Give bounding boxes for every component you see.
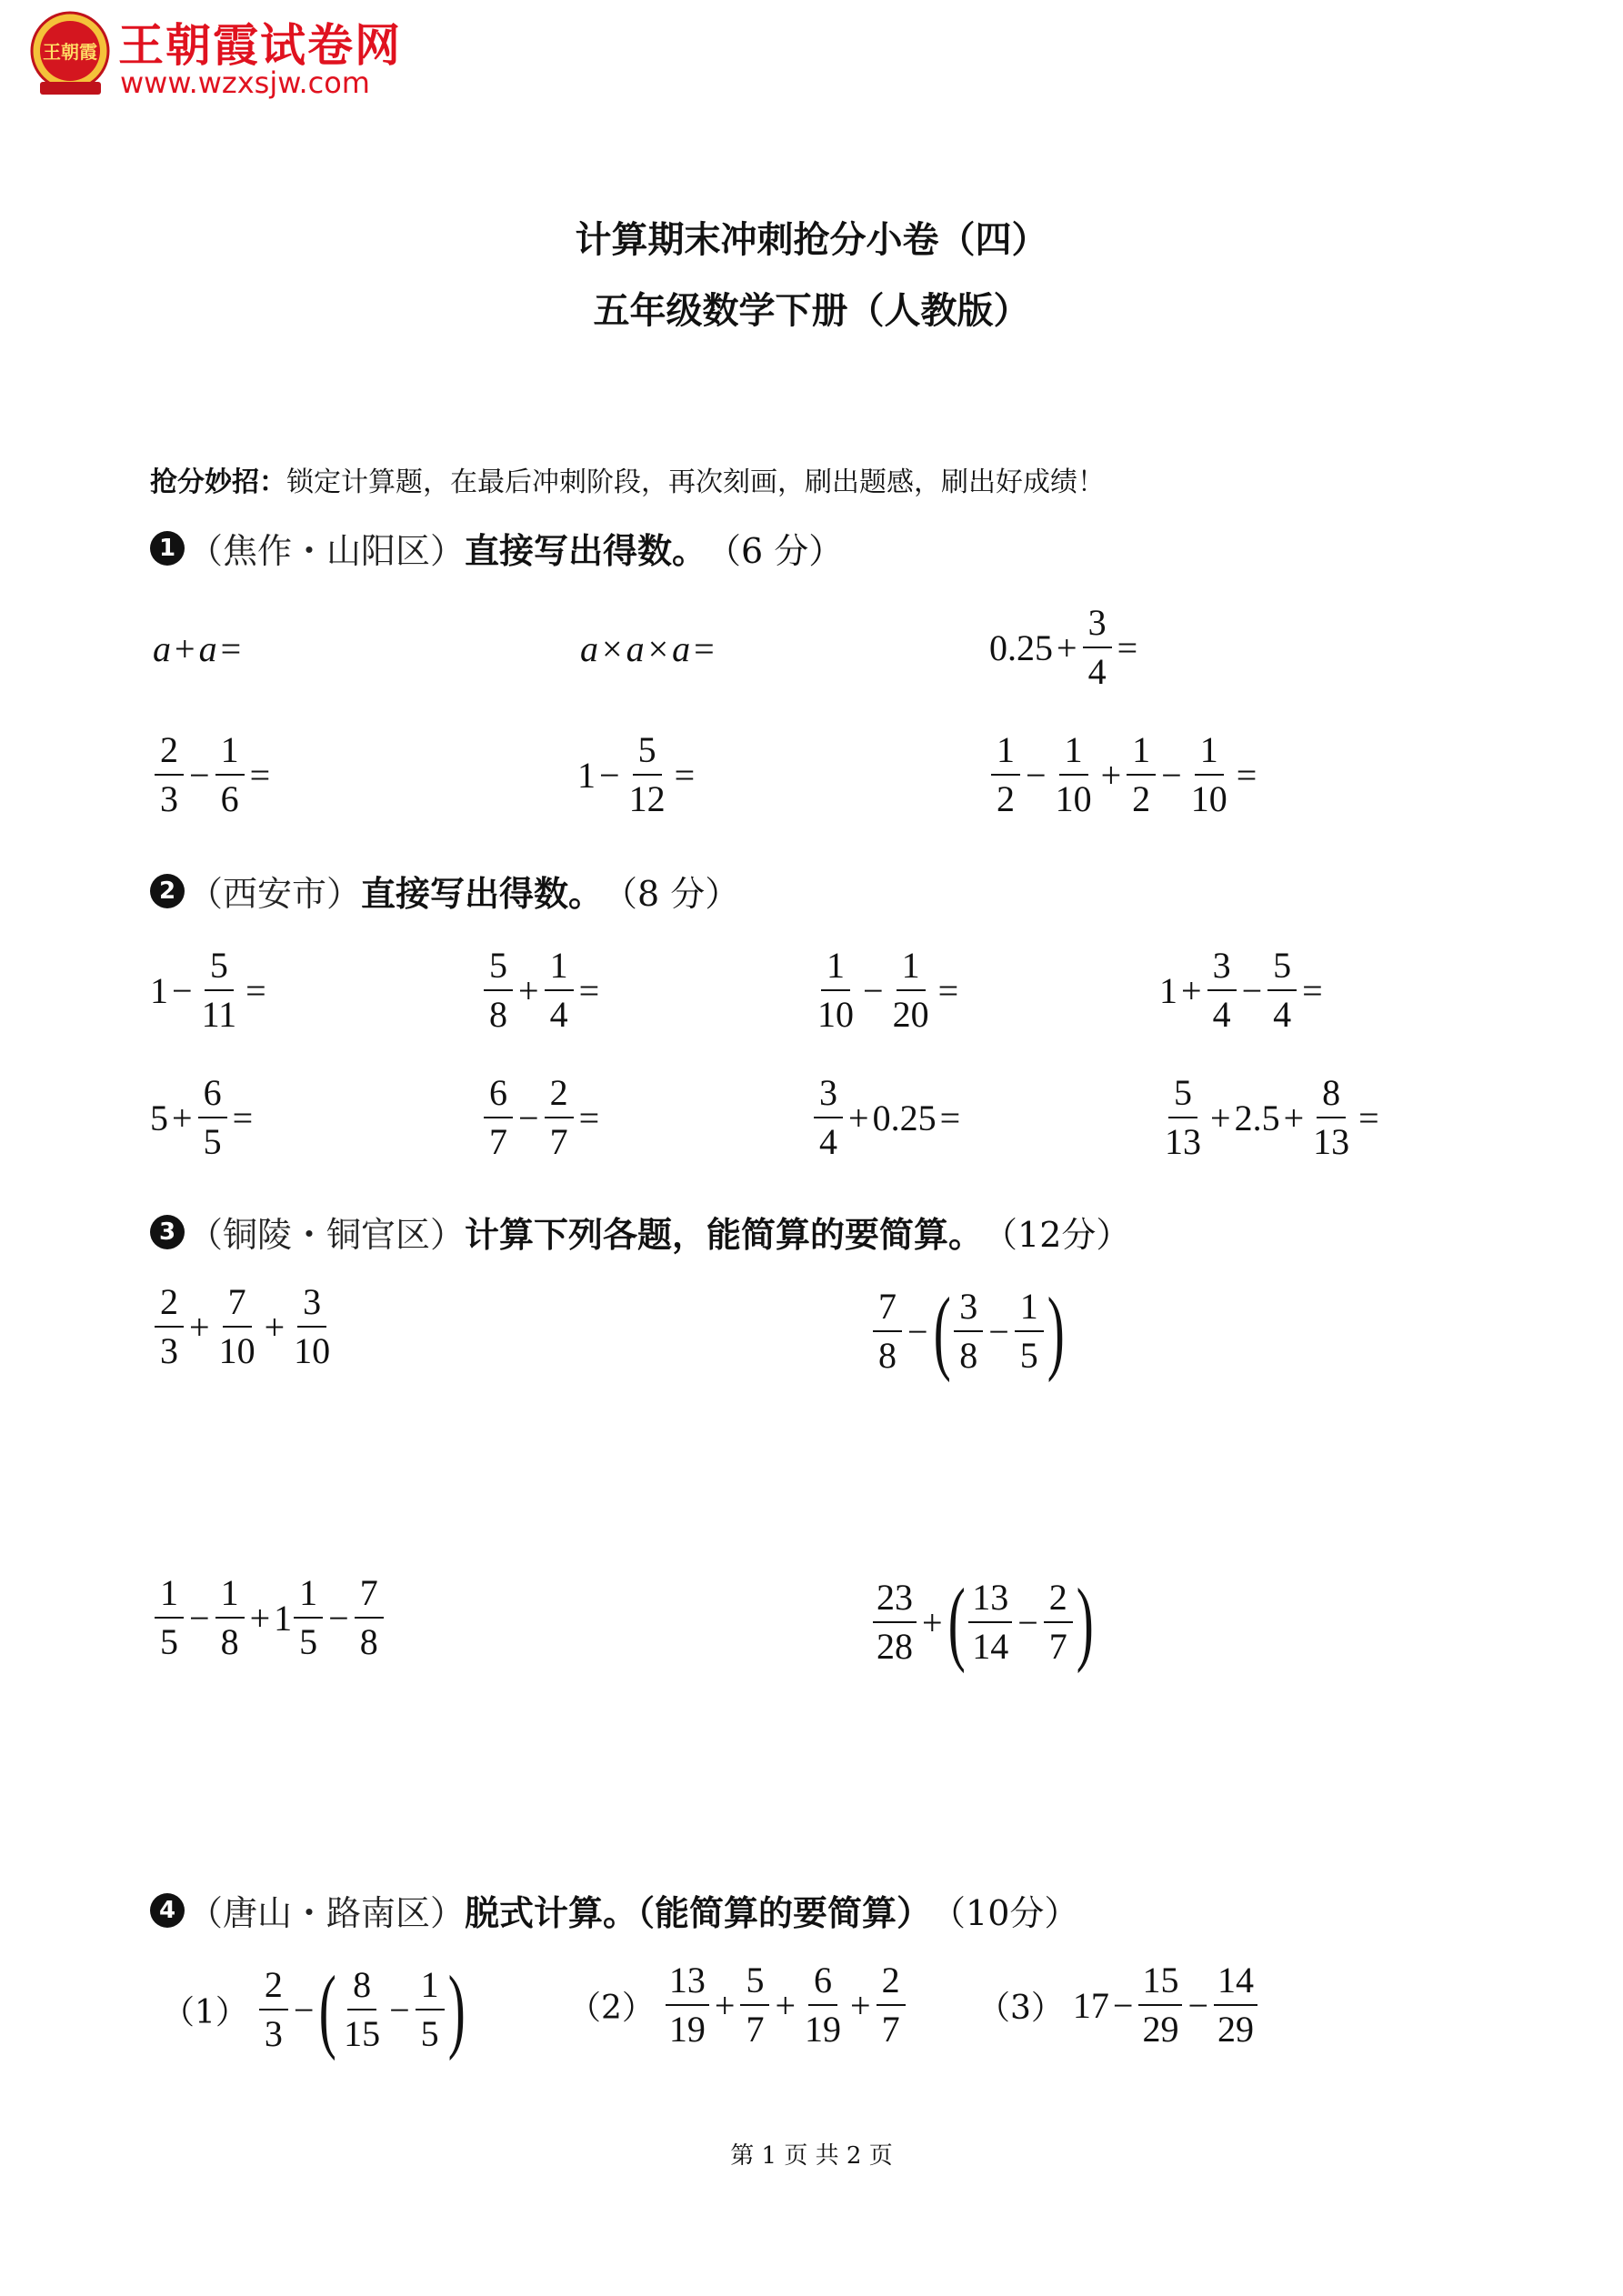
numerator: 1 <box>294 1575 323 1619</box>
operator: − <box>1161 754 1182 796</box>
fraction <box>416 1964 445 2054</box>
fraction <box>545 1072 574 1162</box>
denominator: 20 <box>892 994 929 1035</box>
term: a <box>198 628 217 669</box>
fraction <box>155 1572 184 1662</box>
fraction <box>1214 1962 1257 2048</box>
s2-problem-1 <box>150 947 270 1033</box>
s2-problem-8 <box>1159 1072 1383 1162</box>
denominator: 3 <box>264 2013 283 2054</box>
denominator: 7 <box>549 1121 568 1162</box>
denominator: 8 <box>220 1621 239 1662</box>
section-number-badge: 1 <box>150 531 185 566</box>
numerator: 1 <box>991 732 1020 776</box>
denominator: 12 <box>628 778 666 819</box>
denominator: 4 <box>549 994 568 1035</box>
operator: − <box>293 1989 315 2030</box>
operator: − <box>172 969 193 1011</box>
fraction <box>215 1572 245 1662</box>
denominator: 11 <box>201 994 237 1035</box>
operator: + <box>775 1984 796 2026</box>
numerator: 3 <box>297 1284 326 1328</box>
fraction <box>626 729 669 819</box>
numerator: 1 <box>1015 1288 1044 1332</box>
s2-problem-5 <box>150 1072 256 1162</box>
operator: − <box>907 1310 928 1352</box>
section-requirement: 直接写出得数。 <box>361 873 604 914</box>
denominator: 4 <box>1273 994 1292 1035</box>
fraction <box>1044 1579 1073 1665</box>
denominator: 2 <box>1132 778 1151 819</box>
operator: + <box>850 1984 871 2026</box>
fraction <box>1267 947 1297 1033</box>
numerator: 15 <box>1138 1962 1182 2006</box>
s2-problem-4 <box>1159 947 1327 1033</box>
denominator: 10 <box>1055 778 1092 819</box>
denominator: 13 <box>1165 1121 1201 1162</box>
term: a <box>672 628 691 669</box>
s3-problem-2 <box>871 1278 1066 1383</box>
numerator: 1 <box>545 947 574 991</box>
operator: − <box>328 1597 349 1639</box>
equals-sign: = <box>939 1097 961 1138</box>
denominator: 7 <box>881 2009 900 2050</box>
numerator: 7 <box>355 1575 384 1619</box>
term: a <box>626 628 645 669</box>
operator: + <box>172 1097 193 1138</box>
denominator: 4 <box>1212 994 1231 1035</box>
operator: + <box>264 1306 286 1348</box>
section-points: （8 分） <box>603 874 740 914</box>
fraction <box>340 1964 384 2054</box>
operator: + <box>848 1097 869 1138</box>
mixed-whole: 1 <box>274 1597 293 1639</box>
fraction <box>484 947 513 1033</box>
equals-sign: = <box>220 628 242 669</box>
numerator: 1 <box>1127 732 1156 776</box>
right-paren: ) <box>1047 1278 1065 1383</box>
denominator: 5 <box>1019 1335 1038 1376</box>
denominator: 7 <box>1048 1626 1067 1667</box>
numerator: 1 <box>1195 732 1224 776</box>
denominator: 5 <box>203 1121 222 1162</box>
operator: × <box>647 628 669 669</box>
denominator: 10 <box>817 994 854 1035</box>
term: 1 <box>577 754 596 796</box>
s1-problem-2 <box>580 627 718 670</box>
denominator: 5 <box>420 2013 439 2054</box>
s1-problem-4 <box>153 729 274 819</box>
numerator: 2 <box>1044 1579 1073 1623</box>
s1-problem-6 <box>989 729 1260 819</box>
site-url[interactable]: www.wzxsjw.com <box>120 65 370 100</box>
numerator: 2 <box>155 732 184 776</box>
s2-problem-2 <box>482 947 603 1033</box>
fraction <box>155 1281 184 1371</box>
denominator: 29 <box>1142 2009 1179 2050</box>
numerator: 1 <box>1059 732 1088 776</box>
problem-label: （1） <box>162 1993 248 2031</box>
denominator: 8 <box>489 994 507 1035</box>
fraction <box>1207 947 1237 1033</box>
denominator: 14 <box>972 1626 1009 1667</box>
equals-sign: = <box>578 969 600 1011</box>
term: 1 <box>1159 969 1177 1011</box>
problem-label: （2） <box>568 1989 655 2027</box>
equals-sign: = <box>245 969 266 1011</box>
denominator: 19 <box>668 2009 706 2050</box>
logo-text: 王朝霞 <box>43 41 97 63</box>
numerator: 6 <box>198 1075 227 1118</box>
numerator: 1 <box>821 947 850 991</box>
fraction <box>1083 602 1112 692</box>
operator: − <box>863 969 884 1011</box>
operator: + <box>1100 754 1122 796</box>
denominator: 4 <box>1087 651 1107 692</box>
fraction <box>1127 729 1156 819</box>
denominator: 10 <box>1190 778 1227 819</box>
operator: − <box>1112 1984 1134 2026</box>
section-points: （6 分） <box>706 531 844 571</box>
numerator: 5 <box>1168 1075 1197 1118</box>
equals-sign: = <box>1117 627 1138 668</box>
left-paren: ( <box>933 1278 951 1383</box>
fraction <box>873 1288 902 1374</box>
equals-sign: = <box>249 754 271 796</box>
fraction <box>968 1579 1012 1665</box>
denominator: 8 <box>878 1335 897 1376</box>
denominator: 28 <box>877 1626 913 1667</box>
numerator: 3 <box>1207 947 1237 991</box>
fraction <box>259 1964 288 2054</box>
term: 5 <box>150 1097 168 1138</box>
numerator: 5 <box>740 1962 769 2006</box>
numerator: 3 <box>1083 605 1112 648</box>
fraction <box>801 1962 845 2048</box>
term: 0.25 <box>872 1097 937 1138</box>
term: a <box>153 628 171 669</box>
numerator: 1 <box>155 1575 184 1619</box>
tip-label: 抢分妙招： <box>150 466 286 498</box>
numerator: 2 <box>877 1962 906 2006</box>
section-1-heading <box>150 523 843 573</box>
numerator: 1 <box>897 947 926 991</box>
fraction <box>155 729 184 819</box>
denominator: 5 <box>160 1621 178 1662</box>
page-footer: 第 1 页 共 2 页 <box>730 2142 893 2170</box>
numerator: 8 <box>347 1967 376 2010</box>
operator: + <box>1057 627 1077 668</box>
fraction <box>873 1579 917 1665</box>
s3-problem-3 <box>153 1572 386 1662</box>
numerator: 8 <box>1317 1075 1346 1118</box>
operator: + <box>189 1306 210 1348</box>
denominator: 15 <box>344 2013 381 2054</box>
operator: + <box>175 628 195 669</box>
numerator: 3 <box>954 1288 983 1332</box>
s4-problem-3 <box>977 1962 1259 2048</box>
fraction <box>545 947 574 1033</box>
operator: + <box>714 1984 736 2026</box>
section-3-heading <box>150 1207 1130 1257</box>
fraction <box>1309 1072 1353 1162</box>
page-subtitle: 五年级数学下册（人教版） <box>593 289 1030 332</box>
s4-problem-2 <box>568 1962 907 2048</box>
section-source: （西安市） <box>188 874 362 914</box>
numerator: 1 <box>215 732 245 776</box>
section-source: （焦作・山阳区） <box>188 531 466 571</box>
numerator: 2 <box>155 1284 184 1328</box>
fraction <box>877 1962 906 2048</box>
numerator: 7 <box>223 1284 252 1328</box>
section-2-heading <box>150 866 739 916</box>
operator: − <box>518 1097 539 1138</box>
denominator: 2 <box>997 778 1015 819</box>
numerator: 2 <box>259 1967 288 2010</box>
fraction <box>1138 1962 1182 2048</box>
section-requirement: 直接写出得数。 <box>465 530 707 571</box>
denominator: 7 <box>746 2009 765 2050</box>
site-name: 王朝霞试卷网 <box>118 19 402 72</box>
s2-problem-3 <box>812 947 962 1033</box>
equals-sign: = <box>937 969 959 1011</box>
s3-problem-1 <box>153 1281 336 1371</box>
fraction <box>215 729 245 819</box>
denominator: 3 <box>160 778 178 819</box>
term: 2.5 <box>1234 1097 1280 1138</box>
numerator: 13 <box>666 1962 709 2006</box>
section-source: （铜陵・铜官区） <box>188 1215 466 1255</box>
term: 17 <box>1072 1984 1109 2026</box>
left-paren: ( <box>319 1957 337 2061</box>
term: 0.25 <box>989 627 1053 668</box>
operator: − <box>189 754 210 796</box>
denominator: 8 <box>959 1335 978 1376</box>
numerator: 23 <box>873 1579 917 1623</box>
problem-label: （3） <box>977 1989 1064 2027</box>
operator: − <box>988 1310 1009 1352</box>
operator: − <box>599 754 620 796</box>
operator: + <box>1210 1097 1231 1138</box>
fraction <box>1052 729 1096 819</box>
section-4-heading <box>150 1885 1078 1935</box>
right-paren: ) <box>447 1957 466 2061</box>
fraction <box>484 1072 513 1162</box>
equals-sign: = <box>232 1097 254 1138</box>
s2-problem-7 <box>812 1072 964 1162</box>
numerator: 1 <box>215 1575 245 1619</box>
denominator: 10 <box>294 1330 331 1371</box>
fraction <box>1161 1072 1205 1162</box>
operator: − <box>1017 1601 1038 1643</box>
tip-line <box>150 459 1105 499</box>
section-number-badge: 2 <box>150 874 185 908</box>
fraction <box>294 1572 323 1662</box>
numerator: 13 <box>968 1579 1012 1623</box>
fraction <box>290 1281 334 1371</box>
fraction <box>198 1072 227 1162</box>
section-requirement: 脱式计算。（能简算的要简算） <box>465 1892 932 1933</box>
site-logo <box>27 9 114 100</box>
numerator: 5 <box>484 947 513 991</box>
fraction <box>198 947 241 1033</box>
numerator: 1 <box>416 1967 445 2010</box>
fraction <box>215 1281 259 1371</box>
operator: + <box>922 1601 943 1643</box>
operator: − <box>389 1989 410 2030</box>
denominator: 13 <box>1313 1121 1350 1162</box>
fraction <box>814 947 857 1033</box>
section-points: （10分） <box>931 1893 1079 1933</box>
fraction <box>740 1962 769 2048</box>
numerator: 7 <box>873 1288 902 1332</box>
left-paren: ( <box>947 1569 966 1674</box>
operator: − <box>1026 754 1047 796</box>
term: a <box>580 628 598 669</box>
denominator: 5 <box>299 1621 318 1662</box>
equals-sign: = <box>1302 969 1323 1011</box>
numerator: 14 <box>1214 1962 1257 2006</box>
operator: + <box>249 1597 271 1639</box>
section-source: （唐山・路南区） <box>188 1893 466 1933</box>
numerator: 5 <box>205 947 234 991</box>
numerator: 6 <box>808 1962 837 2006</box>
operator: − <box>1241 969 1263 1011</box>
page-title: 计算期末冲刺抢分小卷（四） <box>575 218 1048 261</box>
numerator: 3 <box>814 1075 843 1118</box>
s3-problem-4 <box>871 1569 1095 1674</box>
numerator: 6 <box>484 1075 513 1118</box>
section-requirement: 计算下列各题，能简算的要简算。 <box>465 1214 984 1255</box>
fraction <box>1187 729 1231 819</box>
s4-problem-1 <box>162 1957 466 2061</box>
operator: − <box>1187 1984 1209 2026</box>
denominator: 4 <box>819 1121 837 1162</box>
fraction <box>355 1572 384 1662</box>
equals-sign: = <box>1236 754 1257 796</box>
term: 1 <box>150 969 168 1011</box>
fraction <box>1015 1288 1044 1374</box>
fraction <box>889 947 933 1033</box>
operator: × <box>602 628 623 669</box>
section-number-badge: 3 <box>150 1215 185 1249</box>
operator: + <box>1181 969 1202 1011</box>
s2-problem-6 <box>482 1072 603 1162</box>
s1-problem-1 <box>153 627 245 670</box>
fraction <box>991 729 1020 819</box>
section-points: （12分） <box>983 1215 1131 1255</box>
section-number-badge: 4 <box>150 1893 185 1928</box>
right-paren: ) <box>1076 1569 1094 1674</box>
numerator: 5 <box>633 732 662 776</box>
denominator: 10 <box>218 1330 255 1371</box>
operator: + <box>518 969 539 1011</box>
fraction <box>814 1072 843 1162</box>
equals-sign: = <box>578 1097 600 1138</box>
denominator: 6 <box>220 778 239 819</box>
s1-problem-5 <box>577 729 698 819</box>
numerator: 5 <box>1267 947 1297 991</box>
numerator: 2 <box>545 1075 574 1118</box>
equals-sign: = <box>694 628 715 669</box>
equals-sign: = <box>1358 1097 1379 1138</box>
fraction <box>666 1962 709 2048</box>
equals-sign: = <box>674 754 696 796</box>
denominator: 19 <box>805 2009 842 2050</box>
tip-text: 锁定计算题，在最后冲刺阶段，再次刻画，刷出题感，刷出好成绩！ <box>286 466 1105 498</box>
denominator: 8 <box>359 1621 378 1662</box>
s1-problem-3 <box>989 602 1141 692</box>
denominator: 7 <box>489 1121 507 1162</box>
operator: + <box>1283 1097 1305 1138</box>
operator: − <box>189 1597 210 1639</box>
fraction <box>954 1288 983 1374</box>
denominator: 29 <box>1217 2009 1255 2050</box>
denominator: 3 <box>160 1330 178 1371</box>
